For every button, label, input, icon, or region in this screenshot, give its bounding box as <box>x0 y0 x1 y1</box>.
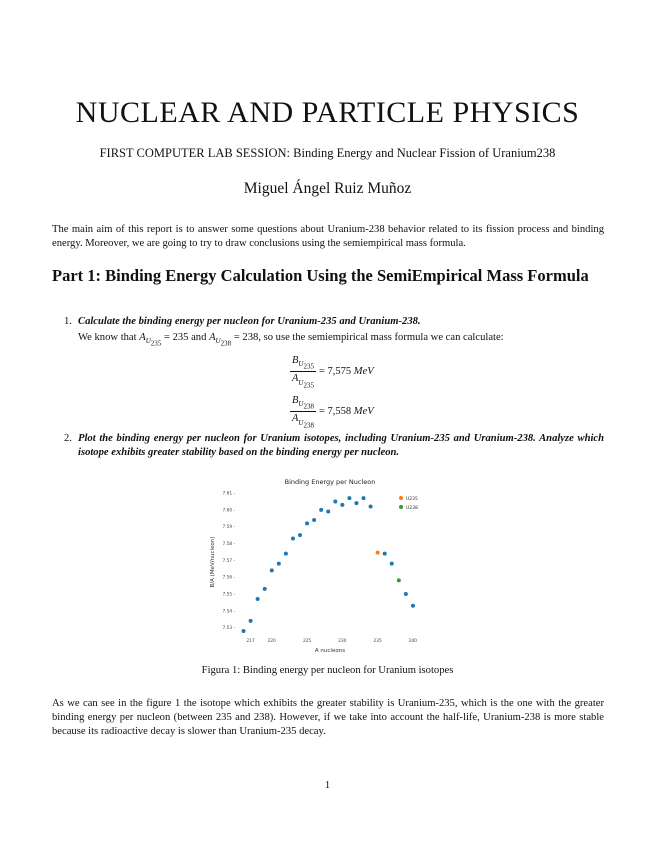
y-tick-label: 7.60 - <box>222 508 235 514</box>
data-point <box>291 536 295 540</box>
data-point <box>298 533 302 537</box>
paper-subtitle: FIRST COMPUTER LAB SESSION: Binding Energy and Nuclear Fission of Uranium238 <box>99 146 556 160</box>
u-sub-d2: U <box>298 418 304 427</box>
a-sym-d: A <box>292 373 299 385</box>
data-point <box>256 597 260 601</box>
val-235: 235 <box>172 332 189 343</box>
y-tick-label: 7.59 - <box>222 525 235 531</box>
plot-area <box>240 488 420 636</box>
b-sym: B <box>292 355 299 366</box>
result-235: = 7,575 <box>318 366 352 378</box>
chart-title: Binding Energy per Nucleon <box>284 478 376 486</box>
data-point <box>369 505 373 509</box>
val-238: 238 <box>242 332 259 343</box>
data-point <box>242 629 246 633</box>
question-2-number: 2. <box>64 433 72 444</box>
x-tick-label: 240 <box>408 639 418 644</box>
x-tick-label: 220 <box>267 639 276 644</box>
answer-tail: , so use the semiempirical mass formula we can calculate: <box>258 332 504 343</box>
question-2-text: Plot the binding energy per nucleon for Uranium isotopes, including Uranium-235 and Uranium-238. Analyze which isotope exhibits greater stability based on the binding energy per nucleon. <box>78 433 604 458</box>
data-point <box>390 562 394 566</box>
y-tick-label: 7.56 - <box>222 575 235 581</box>
sub-238-b: 238 <box>303 402 314 411</box>
data-point <box>270 568 274 572</box>
data-point-u238 <box>397 578 401 582</box>
u-sub-2: U <box>215 337 221 346</box>
chart-legend <box>399 496 418 511</box>
equation-u235 <box>290 355 374 389</box>
y-tick-label: 7.53 - <box>222 626 235 632</box>
data-point <box>312 518 316 522</box>
data-point <box>383 552 387 556</box>
unit-235: MeV <box>353 366 374 378</box>
x-tick-label: 217 <box>246 639 255 644</box>
and-word: and <box>191 332 207 343</box>
answer-1-line: We know that $A_{U_{235}} = 235$ and $A_{U_{238}} = 238$, so use the semiempirical mass formula we can calculate: <box>78 332 504 348</box>
y-tick-label: 7.57 - <box>222 558 235 564</box>
answer-lead: We know that <box>78 332 137 343</box>
data-point <box>263 587 267 591</box>
y-tick-label: 7.55 - <box>222 592 235 598</box>
u-sub-d: U <box>298 378 304 387</box>
x-tick-label: 235 <box>373 639 382 644</box>
legend-label-u235: U235 <box>406 497 418 502</box>
data-point <box>411 604 415 608</box>
paper-title: NUCLEAR AND PARTICLE PHYSICS <box>75 96 580 129</box>
data-point <box>319 508 323 512</box>
a-sym-d2: A <box>292 413 299 425</box>
y-tick-label: 7.61 - <box>222 491 235 497</box>
author-name: Miguel Ángel Ruiz Muñoz <box>243 180 412 197</box>
unit-238: MeV <box>353 406 374 418</box>
sub-235-d: 235 <box>303 380 314 389</box>
data-point <box>284 552 288 556</box>
data-point-u235 <box>376 551 380 555</box>
data-points <box>242 496 415 633</box>
x-axis-label: A nucleons <box>314 648 346 654</box>
data-point <box>333 499 337 503</box>
data-point <box>249 619 253 623</box>
u-sub-b2: U <box>298 400 304 409</box>
result-238: = 7,558 <box>318 406 352 418</box>
sub-235-b: 235 <box>303 362 314 371</box>
sub-235: 235 <box>150 339 162 348</box>
question-1-text: Calculate the binding energy per nucleon for Uranium-235 and Uranium-238. <box>78 316 421 327</box>
figure-caption: Figura 1: Binding energy per nucleon for Uranium isotopes <box>201 665 454 676</box>
question-2 <box>64 432 604 459</box>
binding-energy-chart <box>205 474 435 654</box>
page-number: 1 <box>324 780 331 791</box>
legend-marker-u235 <box>399 496 403 500</box>
data-point <box>404 592 408 596</box>
y-tick-label: 7.54 - <box>222 609 235 615</box>
question-1-number: 1. <box>64 316 72 327</box>
data-point <box>326 510 330 514</box>
data-point <box>362 496 366 500</box>
data-point <box>277 562 281 566</box>
y-axis-label: B/A (MeV/nucleon) <box>210 536 216 588</box>
b-sym-2: B <box>292 395 299 406</box>
question-1 <box>64 315 604 329</box>
data-point <box>340 503 344 507</box>
data-point <box>347 496 351 500</box>
x-tick-label: 230 <box>338 639 347 644</box>
equation-u238 <box>290 395 374 429</box>
sub-238: 238 <box>220 339 232 348</box>
x-tick-label: 225 <box>302 639 312 644</box>
y-tick-label: 7.58 - <box>222 542 235 547</box>
legend-marker-u238 <box>399 505 403 509</box>
data-point <box>305 521 309 525</box>
conclusion-paragraph: As we can see in the figure 1 the isotope which exhibits the greater stability is Uranium-235, which is the one with the greater binding energy per nucleon (between 235 and 238). However, if we take into account the half-life, Uranium-238 is more stable because its radioactive decay is slower than Uranium-235 decay. <box>52 698 604 737</box>
u-sub-b: U <box>298 360 304 369</box>
data-point <box>354 501 358 505</box>
u-sub: U <box>145 337 151 346</box>
a-symbol: A <box>139 332 146 343</box>
section-heading: Part 1: Binding Energy Calculation Using the SemiEmpirical Mass Formula <box>52 266 589 285</box>
a-symbol-2: A <box>209 332 216 343</box>
sub-238-d: 238 <box>303 420 314 429</box>
intro-paragraph: The main aim of this report is to answer some questions about Uranium-238 behavior related to its fission process and binding energy. Moreover, we are going to try to draw conclusions using the semiempirical mass formula. <box>52 224 604 249</box>
legend-label-u238: U238 <box>406 506 418 511</box>
